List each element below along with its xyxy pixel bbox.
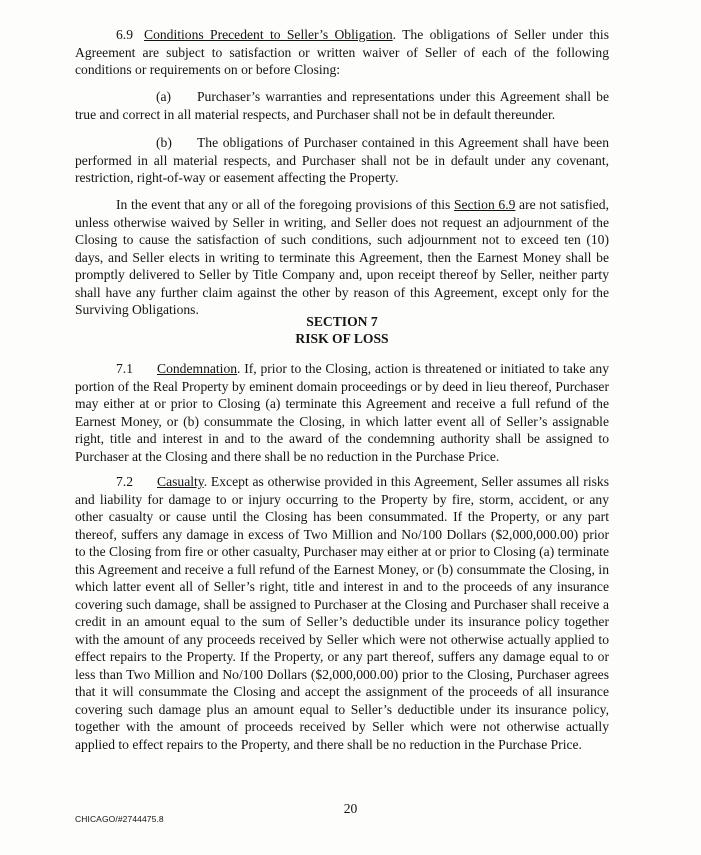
document-id: CHICAGO/#2744475.8 [75, 814, 164, 824]
item-text: Purchaser’s warranties and representations under this Agreement shall be true and correct in all material respects, and Purchaser shall not be in default thereunder. [75, 89, 609, 122]
item-label: (a) [156, 89, 172, 104]
section-number: 7.2 [116, 474, 133, 489]
section-6-9-intro [75, 26, 609, 79]
section-6-9-item-b [75, 134, 609, 187]
section-7-title: SECTION 7 [306, 314, 378, 329]
section-heading: Casualty [157, 474, 204, 489]
item-label: (b) [156, 135, 172, 150]
section-text: . Except as otherwise provided in this Agreement, Seller assumes all risks and liability for damage to or injury occurring to the Property by fire, storm, accident, or any other casualty or cause until the Closing has been consummated. If the Property, or any part thereof, suffers any damage in excess of Two Million and No/100 Dollars ($2,000,000.00) prior to the Closing from fire or other casualty, Purchaser may either at or prior to Closing (a) terminate this Agreement and receive a full refund of the Earnest Money, or (b) consummate the Closing, in which latter event all of Seller’s right, title and interest in and to the proceeds of any insurance covering such damage, shall be assigned to Purchaser at the Closing and Purchaser shall receive a credit in an amount equal to the sum of Seller’s deductible under its insurance policy together with the amount of any proceeds received by Seller which were not otherwise actually applied to effect repairs to the Property. If the Property, or any part thereof, suffers any damage equal to or less than Two Million and No/100 Dollars ($2,000,000.00) prior to the Closing, Purchaser agrees that it will consummate the Closing and accept the assignment of the proceeds of all insurance covering such damage plus an amount equal to Seller’s deductible under its insurance policy, together with the amount of proceeds received by Seller which were not otherwise actually applied to effect repairs to the Property, and there shall be no reduction in the Purchase Price. [75, 474, 609, 752]
item-text: The obligations of Purchaser contained in this Agreement shall have been performed in all material respects, and Purchaser shall not be in default under any covenant, restriction, right-of-way or easement affecting the Property. [75, 135, 609, 185]
section-6-9-item-a [75, 88, 609, 123]
section-7-2 [75, 473, 609, 753]
section-text: . If, prior to the Closing, action is threatened or initiated to take any portion of the Real Property by eminent domain proceedings or by deed in lieu thereof, Purchaser may either at or prior to Closing (a) terminate this Agreement and receive a full refund of the Earnest Money, or (b) consummate the Closing, in which latter event all of Seller’s assignable right, title and interest in and to the award of the condemning authority shall be assigned to Purchaser at the Closing and there shall be no reduction in the Purchase Price. [75, 361, 609, 464]
section-reference: Section 6.9 [454, 197, 516, 212]
section-number: 6.9 [116, 27, 133, 42]
section-heading: Condemnation [157, 361, 238, 376]
section-heading: Conditions Precedent to Seller’s Obligation [144, 27, 393, 42]
paragraph-text: are not satisfied, unless otherwise waived by Seller in writing, and Seller does not request an adjournment of the Closing to cause the satisfaction of such conditions, such adjournment not to exceed ten (10) days, and Seller elects in writing to terminate this Agreement, then the Earnest Money shall be promptly delivered to Seller by Title Company and, upon receipt thereof by Seller, neither party shall have any further claim against the other by reason of this Agreement, except only for the Surviving Obligations. [75, 197, 609, 317]
section-7-subtitle: RISK OF LOSS [295, 331, 389, 346]
page-number: 20 [343, 801, 358, 816]
section-text: . The obligations of Seller under this Agreement are subject to satisfaction or written waiver of Seller of each of the following conditions or requirements on or before Closing: [75, 27, 609, 77]
paragraph-text: In the event that any or all of the foregoing provisions of this [116, 197, 454, 212]
section-6-9-event-paragraph [75, 196, 609, 319]
section-number: 7.1 [116, 361, 133, 376]
section-7-1 [75, 360, 609, 465]
